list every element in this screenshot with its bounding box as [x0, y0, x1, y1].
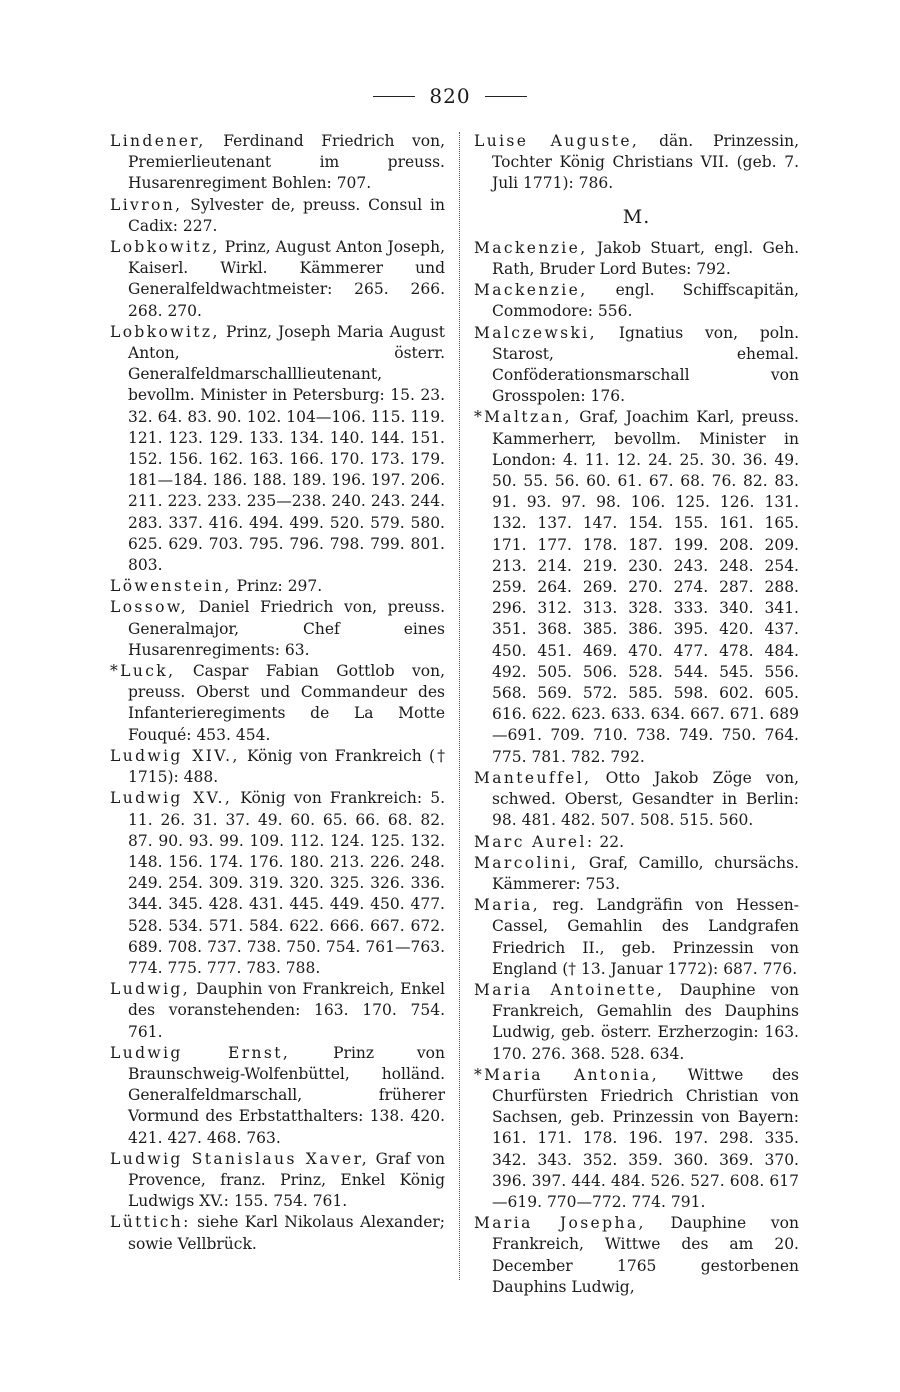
entry-text: reg. Landgräfin von Hessen-Cassel, Gemahlin des Landgrafen Friedrich II., geb. Prinzessin von England († 13. Januar 1772): 687. 776. — [492, 896, 799, 978]
entry-name: Lossow, — [110, 598, 189, 617]
entry-text: siehe Karl Nikolaus Alexander; sowie Vellbrück. — [128, 1213, 445, 1253]
header-rule-left — [373, 96, 415, 97]
entry-name: Marcolini, — [474, 853, 579, 872]
entry-text: Wittwe des Churfürsten Friedrich Christian von Sachsen, geb. Prinzessin von Bayern: 161. 171. 178. 196. 197. 298. 335. 342. 343. 352. 359. 360. 369. 370. 396. 397. 444. 484. 526. 527. 608. 617—619. 770—772. 774. 791. — [492, 1065, 800, 1211]
index-entry — [474, 1213, 799, 1298]
index-entry — [110, 979, 445, 1043]
index-entry — [110, 661, 445, 746]
index-entry — [474, 131, 799, 195]
section-heading: M. — [622, 205, 651, 228]
entry-name: Mackenzie, — [474, 281, 588, 300]
index-entry — [110, 1212, 445, 1254]
index-entry — [474, 768, 799, 832]
entry-name: Ludwig Stanislaus Xaver, — [110, 1149, 370, 1168]
column-divider — [459, 132, 460, 1280]
entry-name: Manteuffel, — [474, 768, 592, 787]
index-entry — [474, 853, 799, 895]
index-entry — [110, 195, 445, 237]
index-entry — [110, 788, 445, 979]
index-entry — [474, 980, 799, 1065]
entry-name: Livron, — [110, 195, 183, 214]
index-entry — [474, 238, 799, 280]
entry-text: Otto Jakob Zöge von, schwed. Oberst, Gesandter in Berlin: 98. 481. 482. 507. 508. 515. 560. — [492, 768, 799, 830]
index-entry — [110, 237, 445, 322]
entry-name: *Maria Antonia, — [474, 1065, 660, 1084]
entry-text: Prinz von Braunschweig-Wolfenbüttel, holländ. Generalfeldmarschall, früherer Vormund des Erbstatthalters: 138. 420. 421. 427. 468. 763. — [128, 1043, 445, 1147]
entry-name: Lindener, — [110, 132, 206, 150]
entry-text: Jakob Stuart, engl. Geh. Rath, Bruder Lord Butes: 792. — [492, 238, 799, 279]
entry-text: König von Frankreich († 1715): 488. — [128, 746, 445, 787]
entry-text: Prinz, August Anton Joseph, Kaiserl. Wirkl. Kämmerer und Generalfeldwachtmeister: 265. 266. 268. 270. — [128, 238, 445, 320]
index-entry — [110, 322, 445, 576]
index-entry — [110, 597, 445, 661]
entry-name: Lobkowitz, — [110, 238, 220, 257]
entry-text: Dauphine von Frankreich, Wittwe des am 20. December 1765 gestorbenen Dauphins Ludwig, — [492, 1214, 799, 1296]
entry-text: Graf von Provence, franz. Prinz, Enkel König Ludwigs XV.: 155. 754. 761. — [128, 1149, 445, 1211]
entry-text: Prinz, Joseph Maria August Anton, österr. Generalfeldmarschalllieutenant, bevollm. Minister in Petersburg: 15. 23. 32. 64. 83. 90. 102. 104—106. 115. 119. 121. 123. 129. 133. 134. 140. 144. 151. 152. 156. 162. 163. 166. 170. 173. 179. 181—184. 186. 188. 189. 196. 197. 206. 211. 223. 233. 235—238. 240. 243. 244. 283. 337. 416. 494. 499. 520. 579. 580. 625. 629. 703. 795. 796. 798. 799. 801. 803. — [128, 322, 445, 575]
header-rule-right — [485, 96, 527, 97]
entry-name: Ludwig XIV., — [110, 746, 240, 765]
entry-name: Löwenstein, — [110, 577, 232, 596]
entry-name: Malczewski, — [474, 323, 597, 342]
entry-text: Caspar Fabian Gottlob von, preuss. Oberst und Commandeur des Infanterieregiments de La Motte Fouqué: 453. 454. — [128, 662, 445, 744]
entry-name: Ludwig Ernst, — [110, 1043, 291, 1062]
entry-name: Mackenzie, — [474, 238, 588, 257]
entry-text: dän. Prinzessin, Tochter König Christians VII. (geb. 7. Juli 1771): 786. — [492, 132, 799, 193]
index-entry — [474, 895, 799, 980]
index-entry — [474, 832, 799, 853]
entry-text: Sylvester de, preuss. Consul in Cadix: 227. — [128, 195, 445, 235]
index-entry — [474, 407, 799, 767]
entry-text: Graf, Joachim Karl, preuss. Kammerherr, bevollm. Minister in London: 4. 11. 12. 24. 25. 30. 36. 49. 50. 55. 56. 60. 61. 67. 68. 76. 82. 83. 91. 93. 97. 98. 106. 125. 126. 131. 132. 137. 147. 154. 155. 161. 165. 171. 177. 178. 187. 199. 208. 209. 213. 214. 219. 230. 243. 248. 254. 259. 264. 269. 270. 274. 287. 288. 296. 312. 313. 328. 333. 340. 341. 351. 368. 385. 386. 395. 420. 437. 450. 451. 469. 470. 477. 478. 484. 492. 505. 506. 528. 544. 545. 556. 568. 569. 572. 585. 598. 602. 605. 616. 622. 623. 633. 634. 667. 671. 689—691. 709. 710. 738. 749. 750. 764. 775. 781. 782. 792. — [492, 408, 799, 766]
index-entry — [110, 1043, 445, 1149]
entry-name: Maria Josepha, — [474, 1214, 646, 1233]
entry-name: Lobkowitz, — [110, 322, 220, 341]
entry-name: *Luck, — [110, 662, 176, 681]
index-entry — [110, 746, 445, 788]
entry-text: Graf, Camillo, chursächs. Kämmerer: 753. — [492, 853, 799, 893]
entry-text: Dauphine von Frankreich, Gemahlin des Dauphins Ludwig, geb. österr. Erzherzogin: 163. 170. 276. 368. 528. 634. — [492, 980, 799, 1063]
entry-text: König von Frankreich: 5. 11. 26. 31. 37. 49. 60. 65. 66. 68. 82. 87. 90. 93. 99. 109. 112. 124. 125. 132. 148. 156. 174. 176. 180. 213. 226. 248. 249. 254. 309. 319. 320. 325. 326. 336. 344. 345. 428. 431. 445. 449. 450. 477. 528. 534. 571. 584. 622. 666. 667. 672. 689. 708. 737. 738. 750. 754. 761—763. 774. 775. 777. 783. 788. — [128, 789, 445, 977]
entry-text: Ignatius von, poln. Starost, ehemal. Conföderationsmarschall von Grosspolen: 176. — [492, 323, 799, 406]
entry-name: Maria, — [474, 896, 541, 915]
entry-text: 22. — [594, 832, 625, 851]
entry-text: Prinz: 297. — [231, 577, 323, 596]
entry-name: Lüttich: — [110, 1213, 191, 1232]
index-entry — [474, 1065, 799, 1213]
index-entry — [110, 576, 445, 597]
index-entry — [110, 1149, 445, 1213]
entry-name: Ludwig, — [110, 980, 191, 999]
entry-name: *Maltzan, — [474, 408, 572, 427]
right-column — [474, 131, 799, 1298]
index-entry — [110, 131, 445, 195]
entry-name: Maria Antoinette, — [474, 980, 665, 999]
page-header — [0, 84, 900, 108]
index-entry — [474, 280, 799, 322]
entry-name: Luise Auguste, — [474, 132, 640, 150]
entry-name: Marc Aurel: — [474, 832, 595, 851]
entry-text: Dauphin von Frankreich, Enkel des voranstehenden: 163. 170. 754. 761. — [128, 980, 445, 1041]
left-column — [110, 131, 445, 1255]
entry-text: Daniel Friedrich von, preuss. Generalmajor, Chef eines Husarenregiments: 63. — [128, 598, 445, 659]
page-number: 820 — [429, 84, 471, 108]
index-entry — [474, 323, 799, 408]
entry-text: engl. Schiffscapitän, Commodore: 556. — [492, 281, 799, 321]
entry-name: Ludwig XV., — [110, 789, 233, 808]
entry-text: Ferdinand Friedrich von, Premierlieutenant im preuss. Husarenregiment Bohlen: 707. — [128, 132, 445, 193]
